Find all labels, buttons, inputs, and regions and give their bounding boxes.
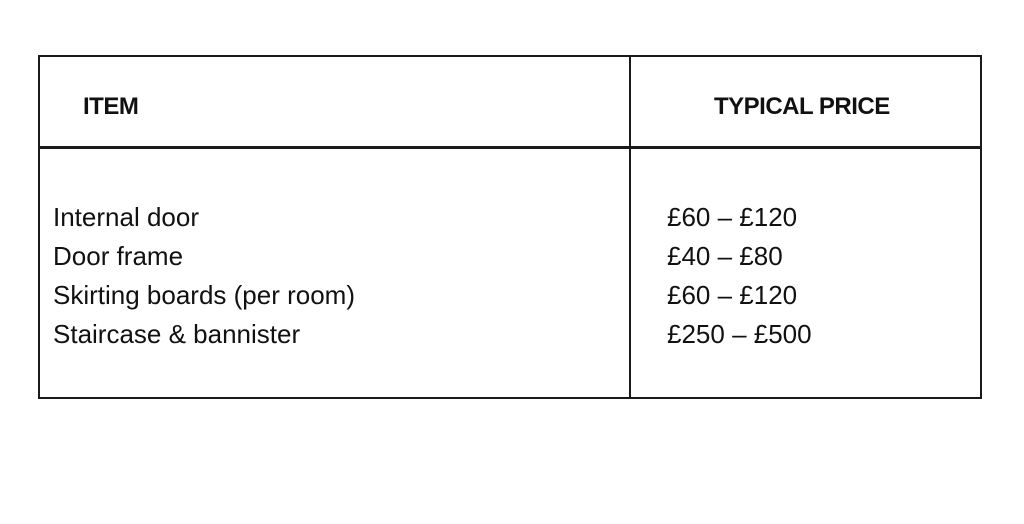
table-row-item: Staircase & bannister <box>53 319 301 349</box>
table-row-item: Skirting boards (per room) <box>53 280 355 310</box>
table-row-item: Internal door <box>53 202 199 232</box>
table-row-price: £250 – £500 <box>667 319 812 349</box>
header-item: ITEM <box>83 93 139 120</box>
table-row-price: £40 – £80 <box>667 241 783 271</box>
header-divider <box>40 146 980 149</box>
column-divider <box>629 55 631 399</box>
price-table <box>38 55 982 399</box>
header-typical-price: TYPICAL PRICE <box>714 93 890 120</box>
table-row-price: £60 – £120 <box>667 202 798 232</box>
table-row-price: £60 – £120 <box>667 280 798 310</box>
price-column <box>667 198 812 354</box>
item-column <box>53 198 355 354</box>
table-row-item: Door frame <box>53 241 184 271</box>
